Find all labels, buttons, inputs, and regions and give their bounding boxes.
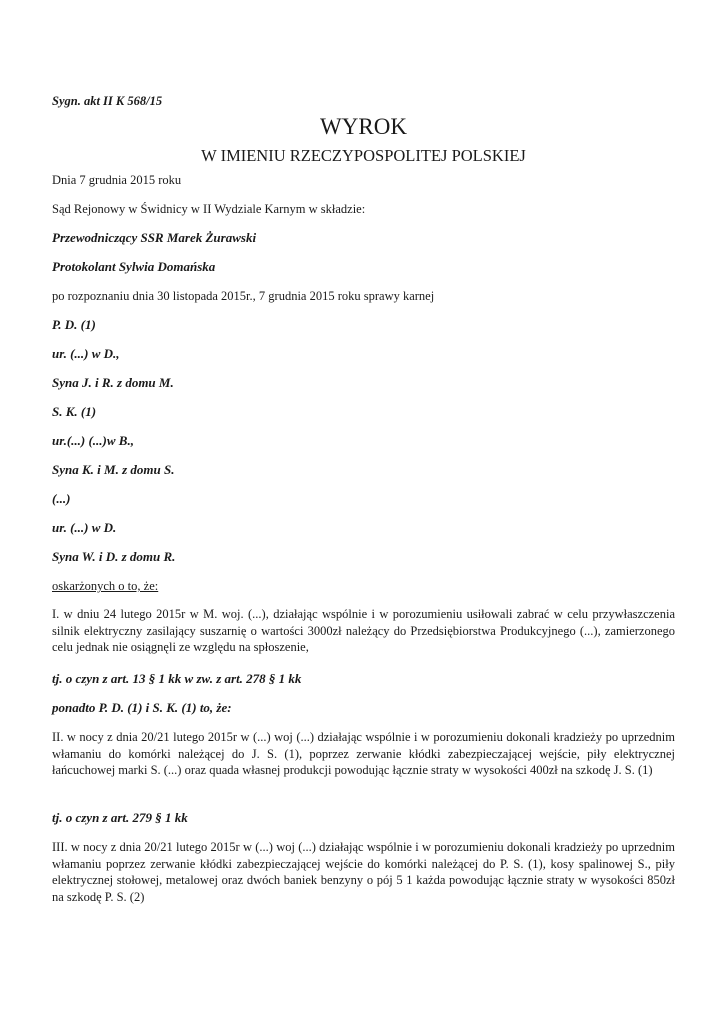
presiding-judge: Przewodniczący SSR Marek Żurawski <box>52 230 257 245</box>
defendant-line: ur.(...) (...)w B., <box>52 433 134 448</box>
defendant-line: ur. (...) w D. <box>52 520 117 535</box>
defendant-line: Syna J. i R. z domu M. <box>52 375 174 390</box>
clerk: Protokolant Sylwia Domańska <box>52 259 216 274</box>
court-line: Sąd Rejonowy w Świdnicy w II Wydziale Karnym w składzie: <box>52 202 366 216</box>
charge-1-text: I. w dniu 24 lutego 2015r w M. woj. (...), działając wspólnie i w porozumieniu usiłowali zabrać w celu przywłaszczenia silnik elektryczny zasilający suszarnię o wartości 3000zł należący do Przedsiębiorstwa Produkcyjnego (...), zamierzonego celu jednak nie osiągnęli ze względu na spłoszenie, <box>52 607 675 654</box>
hearing-line: po rozpoznaniu dnia 30 listopada 2015r., 7 grudnia 2015 roku sprawy karnej <box>52 289 435 303</box>
defendant-line: P. D. (1) <box>52 317 96 332</box>
defendant-line: (...) <box>52 491 71 506</box>
additionally-heading: ponadto P. D. (1) i S. K. (1) to, że: <box>52 700 232 715</box>
defendant-line: S. K. (1) <box>52 404 97 419</box>
case-number: Sygn. akt II K 568/15 <box>52 94 163 108</box>
defendant-line: Syna W. i D. z domu R. <box>52 549 176 564</box>
defendant-line: Syna K. i M. z domu S. <box>52 462 175 477</box>
charge-2-text: II. w nocy z dnia 20/21 lutego 2015r w (...) woj (...) działając wspólnie i w porozumieniu dokonali kradzieży po uprzednim włamaniu do komórki należącej do J. S. (1), poprzez zerwanie kłódki zabezpieczającej wejście, piły elektrycznej łańcuchowej marki S. (...) oraz quada własnej produkcji powodując łącznie straty w wysokości 400zł na szkodę J. S. (1) <box>52 730 675 777</box>
defendant-line: ur. (...) w D., <box>52 346 120 361</box>
charge-3-text: III. w nocy z dnia 20/21 lutego 2015r w (...) woj (...) działając wspólnie i w porozumieniu dokonali kradzieży po uprzednim włamaniu poprzez zerwanie kłódki zabezpieczającej wejście do komórki należącej do P. S. (1), kosy spalinowej S., piły elektrycznej stołowej, metalowej oraz dwóch baniek benzyny o pój 5 1 każda powodując łącznie straty w wysokości 850zł na szkodę P. S. (2) <box>52 840 675 904</box>
charge-1-article: tj. o czyn z art. 13 § 1 kk w zw. z art. 278 § 1 kk <box>52 671 302 686</box>
charge-2-article: tj. o czyn z art. 279 § 1 kk <box>52 810 188 825</box>
document-subtitle: W IMIENIU RZECZYPOSPOLITEJ POLSKIEJ <box>201 146 526 165</box>
accused-of-heading: oskarżonych o to, że: <box>52 579 159 593</box>
date-line: Dnia 7 grudnia 2015 roku <box>52 173 182 187</box>
document-title: WYROK <box>320 114 407 139</box>
